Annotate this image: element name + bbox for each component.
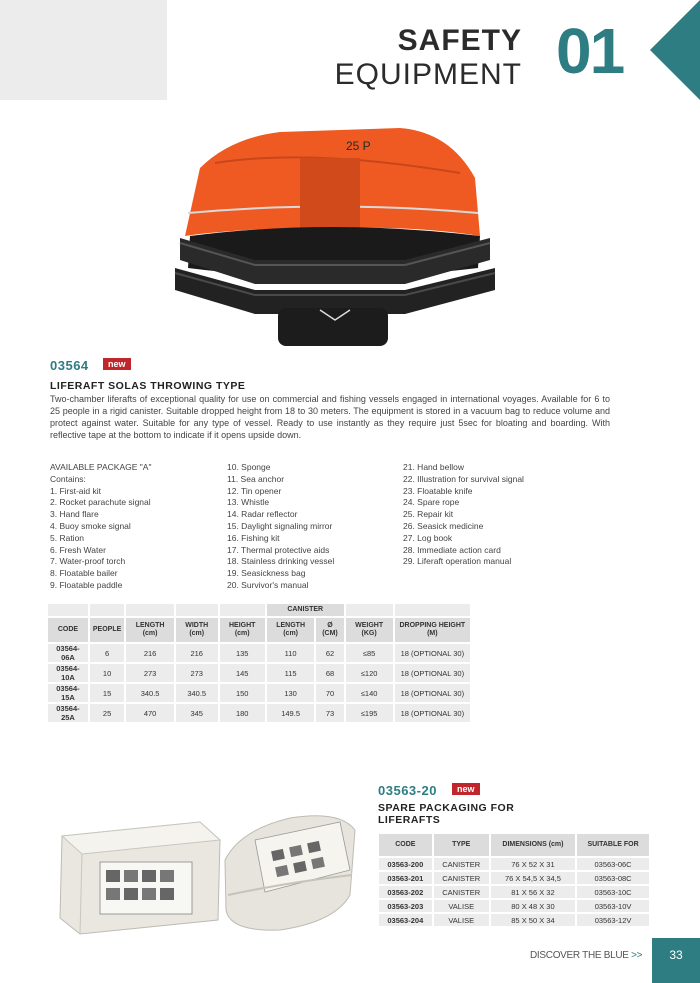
- table-row: [48, 684, 470, 702]
- table-cell: 76 X 54,5 X 34,5: [491, 872, 575, 884]
- table-cell: 216: [176, 644, 218, 662]
- product-code-03563-20: 03563-20: [378, 783, 437, 798]
- column-header: DIMENSIONS (cm): [491, 834, 575, 856]
- table-cell: 273: [176, 664, 218, 682]
- table-cell: CANISTER: [434, 872, 489, 884]
- package-title: AVAILABLE PACKAGE "A": [50, 462, 152, 472]
- chapter-tab-icon: [650, 0, 700, 100]
- column-header: SUITABLE FOR: [577, 834, 649, 856]
- list-item: 19. Seasickness bag: [227, 568, 306, 579]
- page-number: 33: [652, 938, 700, 983]
- spare-packaging-table: [377, 832, 651, 928]
- spare-packaging-image: [50, 800, 370, 940]
- column-header: PEOPLE: [90, 618, 124, 642]
- list-item: 6. Fresh Water: [50, 544, 106, 555]
- list-item: 12. Tin opener: [227, 485, 282, 496]
- table-cell: 6: [90, 644, 124, 662]
- list-item: 1. First-aid kit: [50, 485, 102, 496]
- liferaft-image: [160, 118, 500, 350]
- table-cell: 145: [220, 664, 265, 682]
- list-item: 21. Hand bellow: [403, 462, 464, 472]
- table-cell: 03564-25A: [48, 704, 88, 722]
- new-badge: new: [103, 358, 131, 370]
- list-item: 4. Buoy smoke signal: [50, 520, 131, 531]
- product-name-line1: SPARE PACKAGING FOR: [378, 802, 515, 814]
- table-cell: 03563-06C: [577, 858, 649, 870]
- list-item: 11. Sea anchor: [227, 473, 285, 484]
- list-item: 24. Spare rope: [403, 497, 460, 508]
- table-row: [48, 664, 470, 682]
- table-cell: ≤195: [346, 704, 393, 722]
- table-cell: 18 (OPTIONAL 30): [395, 664, 470, 682]
- section-title-light: EQUIPMENT: [334, 58, 522, 91]
- table-cell: 15: [90, 684, 124, 702]
- table-cell: 115: [267, 664, 315, 682]
- list-item: 15. Daylight signaling mirror: [227, 520, 333, 531]
- product-name: LIFERAFT SOLAS THROWING TYPE: [50, 380, 246, 392]
- table-cell: 76 X 52 X 31: [491, 858, 575, 870]
- contains-label: Contains:: [50, 473, 86, 484]
- table-cell: ≤120: [346, 664, 393, 682]
- table-cell: 340.5: [126, 684, 174, 702]
- table-cell: 81 X 56 X 32: [491, 886, 575, 898]
- list-item: 20. Survivor's manual: [227, 579, 309, 590]
- column-header: CODE: [379, 834, 432, 856]
- table-cell: 03563-201: [379, 872, 432, 884]
- list-item: 22. Illustration for survival signal: [403, 473, 524, 484]
- footer-slogan: [530, 950, 642, 961]
- list-item: 28. Immediate action card: [403, 544, 501, 555]
- package-list-col2: [227, 462, 334, 592]
- table-cell: 03563-202: [379, 886, 432, 898]
- table-cell: CANISTER: [434, 858, 489, 870]
- product-name-line2: LIFERAFTS: [378, 814, 441, 826]
- new-badge: new: [452, 783, 480, 795]
- table-cell: VALISE: [434, 900, 489, 912]
- list-item: 29. Liferaft operation manual: [403, 556, 512, 567]
- list-item: 9. Floatable paddle: [50, 579, 123, 590]
- column-header: WIDTH (cm): [176, 618, 218, 642]
- table-cell: 03563-12V: [577, 914, 649, 926]
- list-item: 23. Floatable knife: [403, 485, 473, 496]
- table-cell: 03563-10C: [577, 886, 649, 898]
- list-item: 5. Ration: [50, 532, 85, 543]
- table-cell: 03563-10V: [577, 900, 649, 912]
- column-header: WEIGHT (KG): [346, 618, 393, 642]
- table-cell: 273: [126, 664, 174, 682]
- table-row: [48, 644, 470, 662]
- table-cell: 345: [176, 704, 218, 722]
- table-cell: 03563-204: [379, 914, 432, 926]
- corner-decoration: [0, 0, 167, 100]
- list-item: 3. Hand flare: [50, 509, 99, 520]
- table-cell: 03563-200: [379, 858, 432, 870]
- table-row: [379, 872, 649, 884]
- list-item: 10. Sponge: [227, 462, 271, 472]
- list-item: 25. Repair kit: [403, 509, 454, 520]
- list-item: 16. Fishing kit: [227, 532, 280, 543]
- table-row: [379, 900, 649, 912]
- package-list-col3: [403, 462, 524, 568]
- table-cell: 03564-10A: [48, 664, 88, 682]
- table-cell: 80 X 48 X 30: [491, 900, 575, 912]
- table-cell: 73: [316, 704, 343, 722]
- table-cell: 03564-15A: [48, 684, 88, 702]
- footer-slogan-text: DISCOVER THE BLUE: [530, 950, 629, 961]
- table-cell: 180: [220, 704, 265, 722]
- table-cell: 340.5: [176, 684, 218, 702]
- column-header: LENGTH (cm): [267, 618, 315, 642]
- package-list-col1: [50, 462, 151, 592]
- table-cell: 85 X 50 X 34: [491, 914, 575, 926]
- canister-group-header: CANISTER: [267, 604, 344, 616]
- list-item: 18. Stainless drinking vessel: [227, 556, 335, 567]
- table-cell: ≤85: [346, 644, 393, 662]
- list-item: 27. Log book: [403, 532, 453, 543]
- section-title-bold: SAFETY: [397, 24, 522, 57]
- column-header: Ø (CM): [316, 618, 343, 642]
- product-description: Two-chamber liferafts of exceptional quality for use on commercial and fishing vessels engaged in international voyages. Available for 6 to 25 people in a rigid canister. Suitable dropped height from 18 to 30 meters. The equipment is stored in a vacuum bag to reduce volume and protect against water. Suitable for any type of vessel. Ready to use instantly as they require just 5sec for bloating and boarding. With reflective tape at the bottom to indicate if it opens upside down.: [50, 394, 610, 440]
- table-cell: 03563-08C: [577, 872, 649, 884]
- chapter-number: 01: [556, 15, 624, 87]
- table-row: [379, 858, 649, 870]
- table-cell: 62: [316, 644, 343, 662]
- list-item: 17. Thermal protective aids: [227, 544, 330, 555]
- table-cell: 110: [267, 644, 315, 662]
- column-header: LENGTH (cm): [126, 618, 174, 642]
- table-cell: 149.5: [267, 704, 315, 722]
- column-header: DROPPING HEIGHT (M): [395, 618, 470, 642]
- column-header: TYPE: [434, 834, 489, 856]
- liferaft-spec-table: [46, 602, 472, 724]
- column-header: CODE: [48, 618, 88, 642]
- table-cell: 130: [267, 684, 315, 702]
- list-item: 2. Rocket parachute signal: [50, 497, 151, 508]
- list-item: 7. Water-proof torch: [50, 556, 126, 567]
- table-row: [379, 914, 649, 926]
- table-cell: 70: [316, 684, 343, 702]
- table-cell: 10: [90, 664, 124, 682]
- table-cell: 68: [316, 664, 343, 682]
- table-cell: 18 (OPTIONAL 30): [395, 704, 470, 722]
- table-cell: 03563-203: [379, 900, 432, 912]
- table-row: [48, 704, 470, 722]
- table-cell: 03564-06A: [48, 644, 88, 662]
- table-cell: CANISTER: [434, 886, 489, 898]
- table-cell: 150: [220, 684, 265, 702]
- footer-arrows: >>: [631, 950, 643, 961]
- table-cell: 25: [90, 704, 124, 722]
- list-item: 14. Radar reflector: [227, 509, 298, 520]
- table-row: [379, 886, 649, 898]
- list-item: 13. Whistle: [227, 497, 270, 508]
- product-code-03564: 03564: [50, 358, 89, 373]
- table-cell: 216: [126, 644, 174, 662]
- raft-capacity-label: 25 P: [346, 139, 371, 153]
- table-cell: VALISE: [434, 914, 489, 926]
- table-cell: ≤140: [346, 684, 393, 702]
- table-cell: 18 (OPTIONAL 30): [395, 684, 470, 702]
- column-header: HEIGHT (cm): [220, 618, 265, 642]
- list-item: 26. Seasick medicine: [403, 520, 484, 531]
- list-item: 8. Floatable bailer: [50, 568, 118, 579]
- table-cell: 135: [220, 644, 265, 662]
- table-cell: 470: [126, 704, 174, 722]
- table-cell: 18 (OPTIONAL 30): [395, 644, 470, 662]
